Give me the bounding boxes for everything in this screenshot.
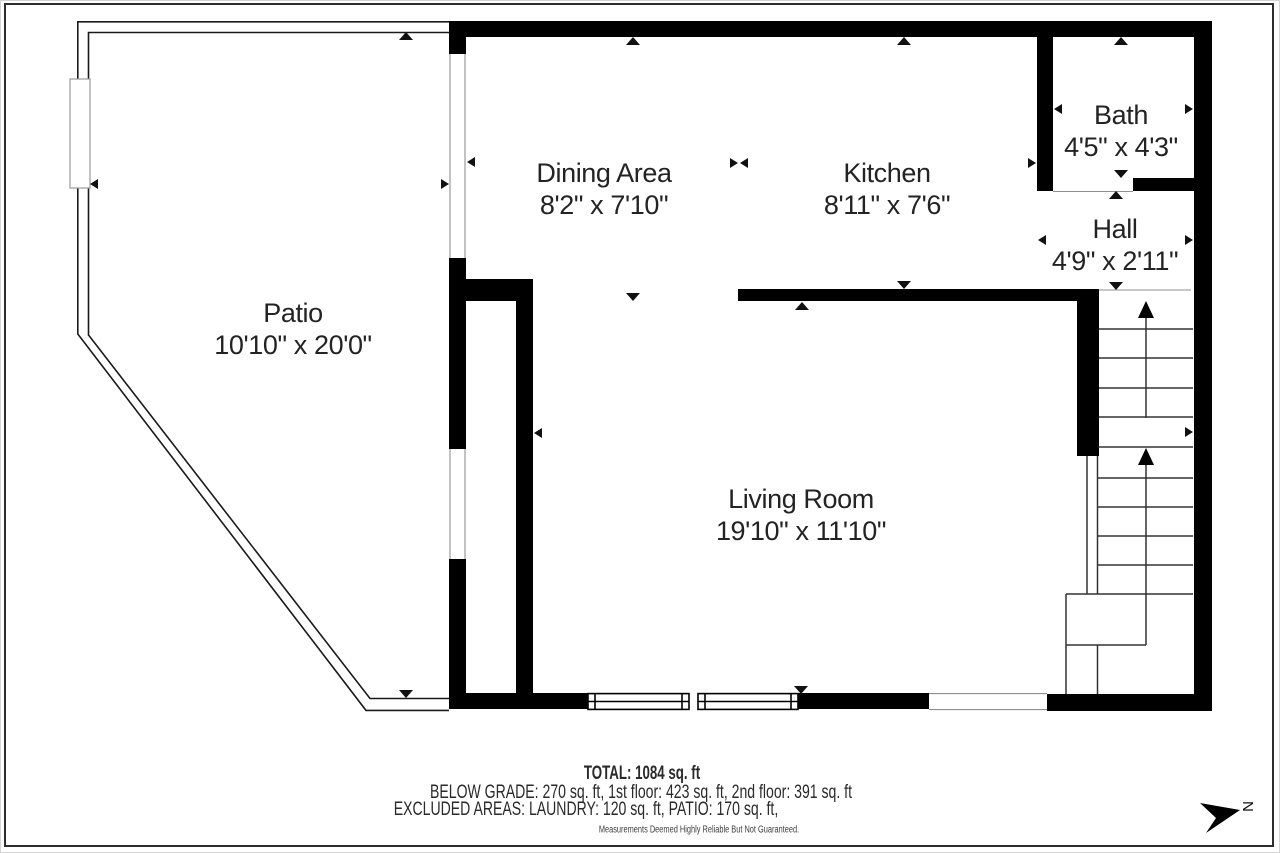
patio-walls bbox=[78, 22, 449, 711]
room-label-hall bbox=[1052, 213, 1178, 277]
room-name: Patio bbox=[263, 298, 323, 328]
room-label-kitchen bbox=[824, 157, 950, 221]
north-arrow-icon bbox=[1200, 801, 1256, 833]
dimension-markers bbox=[90, 32, 1193, 698]
north-arrow-label: N bbox=[1239, 801, 1256, 812]
room-name: Living Room bbox=[728, 484, 874, 514]
room-label-dining-area bbox=[536, 157, 671, 221]
summary-excluded-areas: EXCLUDED AREAS: LAUNDRY: 120 sq. ft, PATIO: 170 sq. ft, bbox=[393, 799, 779, 820]
room-dimensions: 8'2" x 7'10" bbox=[539, 190, 669, 220]
room-dimensions: 8'11" x 7'6" bbox=[823, 190, 951, 220]
room-dimensions: 4'9" x 2'11" bbox=[1051, 246, 1179, 276]
room-name: Bath bbox=[1094, 100, 1148, 130]
framed-windows bbox=[588, 694, 798, 710]
room-name: Hall bbox=[1092, 214, 1138, 244]
patio-window bbox=[70, 79, 90, 188]
room-label-patio bbox=[214, 297, 372, 361]
room-name: Dining Area bbox=[536, 158, 672, 188]
room-dimensions: 4'5" x 4'3" bbox=[1064, 132, 1178, 162]
summary-total: TOTAL: 1084 sq. ft bbox=[583, 763, 701, 784]
room-label-living-room bbox=[716, 483, 886, 547]
summary-below-grade: BELOW GRADE: 270 sq. ft, 1st floor: 423 sq. ft, 2nd floor: 391 sq. ft bbox=[429, 782, 853, 803]
summary-disclaimer: Measurements Deemed Highly Reliable But Not Guaranteed. bbox=[598, 824, 800, 836]
room-name: Kitchen bbox=[843, 158, 931, 188]
room-label-bath bbox=[1064, 99, 1178, 163]
room-dimensions: 19'10" x 11'10" bbox=[715, 516, 887, 546]
room-dimensions: 10'10" x 20'0" bbox=[214, 330, 372, 360]
